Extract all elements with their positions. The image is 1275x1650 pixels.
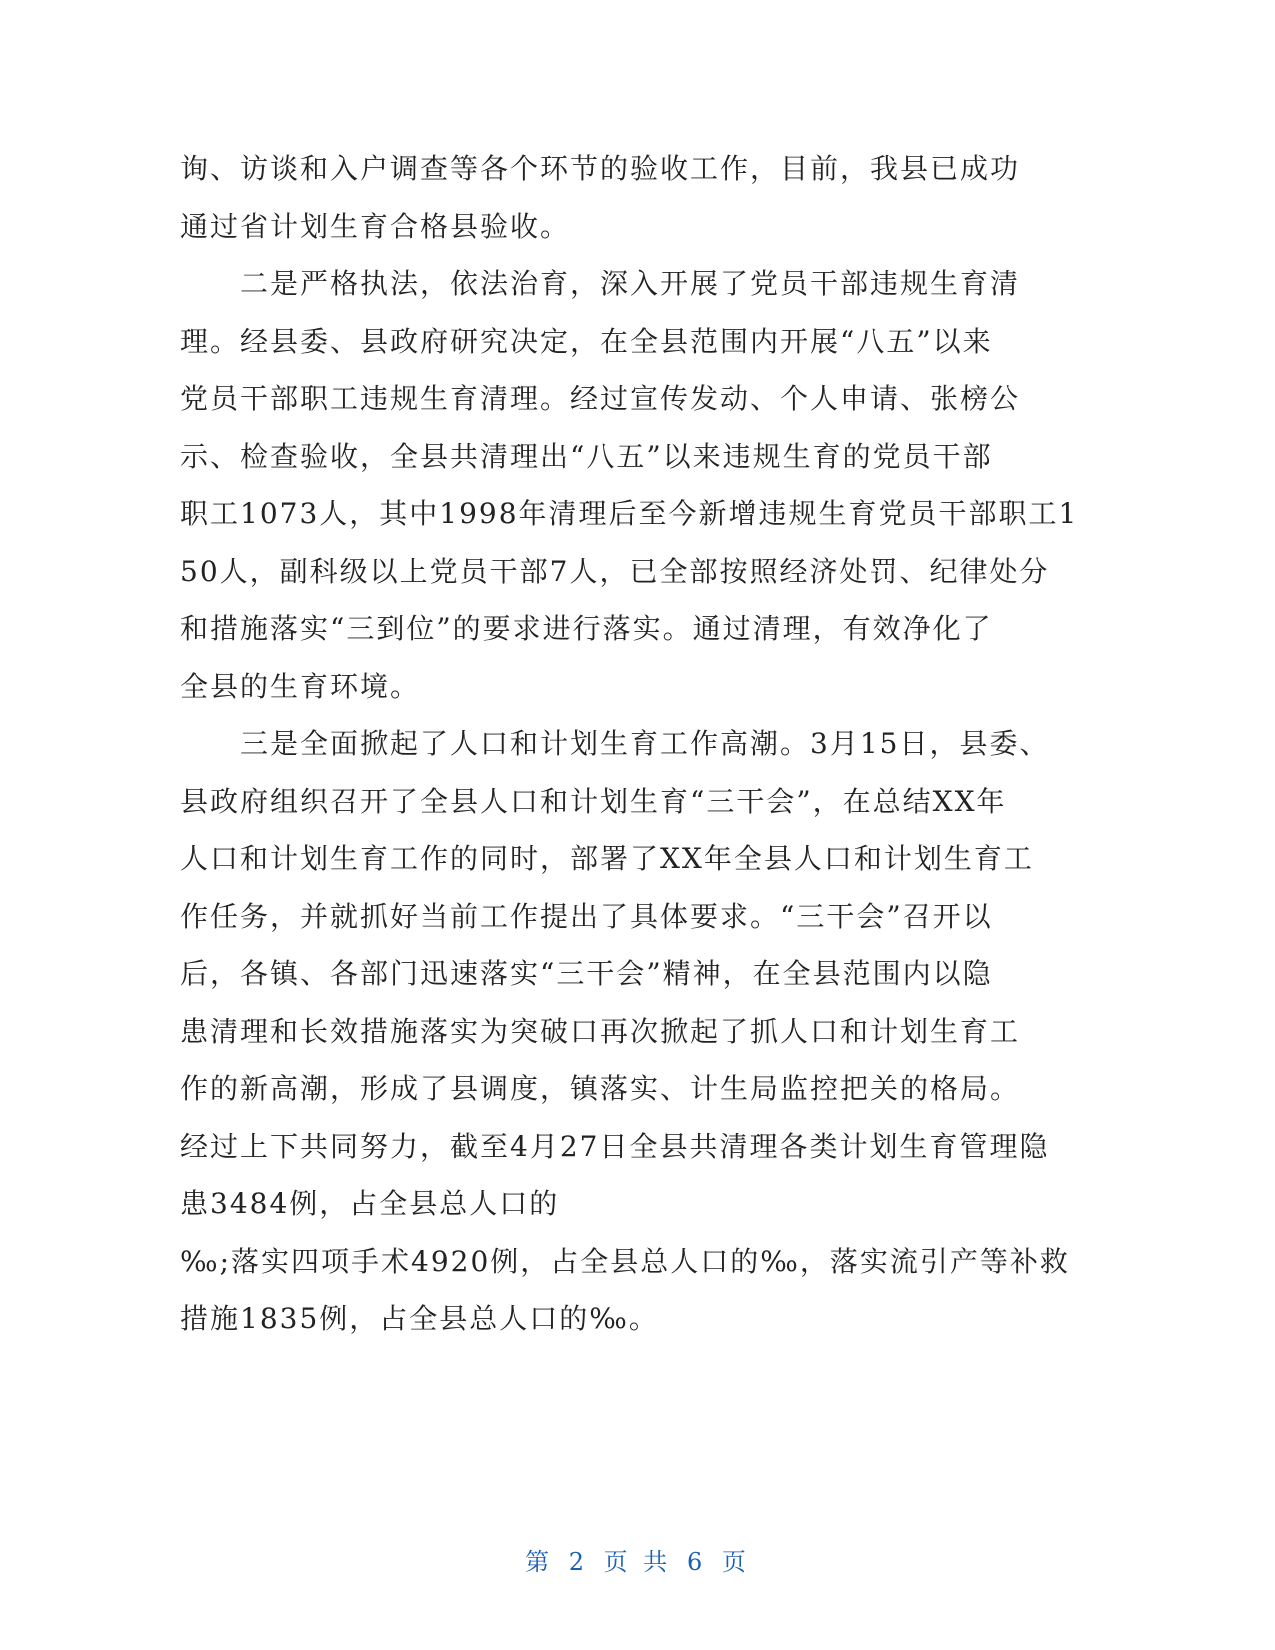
paragraph-start-line: 三是全面掀起了人口和计划生育工作高潮。3月15日，县委、: [240, 727, 1050, 760]
text-line: 理。经县委、县政府研究决定，在全县范围内开展“八五”以来: [180, 324, 993, 358]
text-line: 通过省计划生育合格县验收。: [180, 209, 571, 243]
paragraph-start-line: 二是严格执法，依法治育，深入开展了党员干部违规生育清: [240, 267, 1021, 300]
text-line: 询、访谈和入户调查等各个环节的验收工作，目前，我县已成功: [180, 152, 1021, 185]
total-page-count: 6: [686, 1548, 707, 1576]
text-line: 后，各镇、各部门迅速落实“三干会”精神，在全县范围内以隐: [180, 957, 993, 990]
text-line: 职工1073人，其中1998年清理后至今新增违规生育党员干部职工1: [180, 497, 1079, 530]
text-line: 人口和计划生育工作的同时，部署了XX年全县人口和计划生育工: [180, 842, 1034, 875]
text-line: 患3484例，占全县总人口的: [180, 1187, 560, 1220]
page-number-footer: [0, 1542, 1275, 1577]
text-line: 党员干部职工违规生育清理。经过宣传发动、个人申请、张榜公: [180, 382, 1021, 415]
text-line: ‰;落实四项手术4920例，占全县总人口的‰，落实流引产等补救: [180, 1244, 1070, 1278]
footer-middle: 页 共: [603, 1548, 672, 1576]
text-line: 经过上下共同努力，截至4月27日全县共清理各类计划生育管理隐: [180, 1129, 1050, 1163]
text-line: 示、检查验收，全县共清理出“八五”以来违规生育的党员干部: [180, 439, 993, 473]
footer-prefix: 第: [525, 1548, 554, 1576]
footer-suffix: 页: [721, 1548, 750, 1576]
document-body: [180, 140, 1079, 1348]
text-line: 全县的生育环境。: [180, 669, 421, 703]
current-page-number: 2: [568, 1548, 589, 1576]
text-line: 措施1835例，占全县总人口的‰。: [180, 1302, 659, 1335]
text-line: 作的新高潮，形成了县调度，镇落实、计生局监控把关的格局。: [180, 1072, 1021, 1105]
text-line: 和措施落实“三到位”的要求进行落实。通过清理，有效净化了: [180, 612, 993, 645]
text-line: 患清理和长效措施落实为突破口再次掀起了抓人口和计划生育工: [180, 1014, 1021, 1048]
text-line: 50人，副科级以上党员干部7人，已全部按照经济处罚、纪律处分: [180, 554, 1050, 588]
text-line: 县政府组织召开了全县人口和计划生育“三干会”，在总结XX年: [180, 784, 1007, 818]
text-line: 作任务，并就抓好当前工作提出了具体要求。“三干会”召开以: [180, 899, 993, 933]
